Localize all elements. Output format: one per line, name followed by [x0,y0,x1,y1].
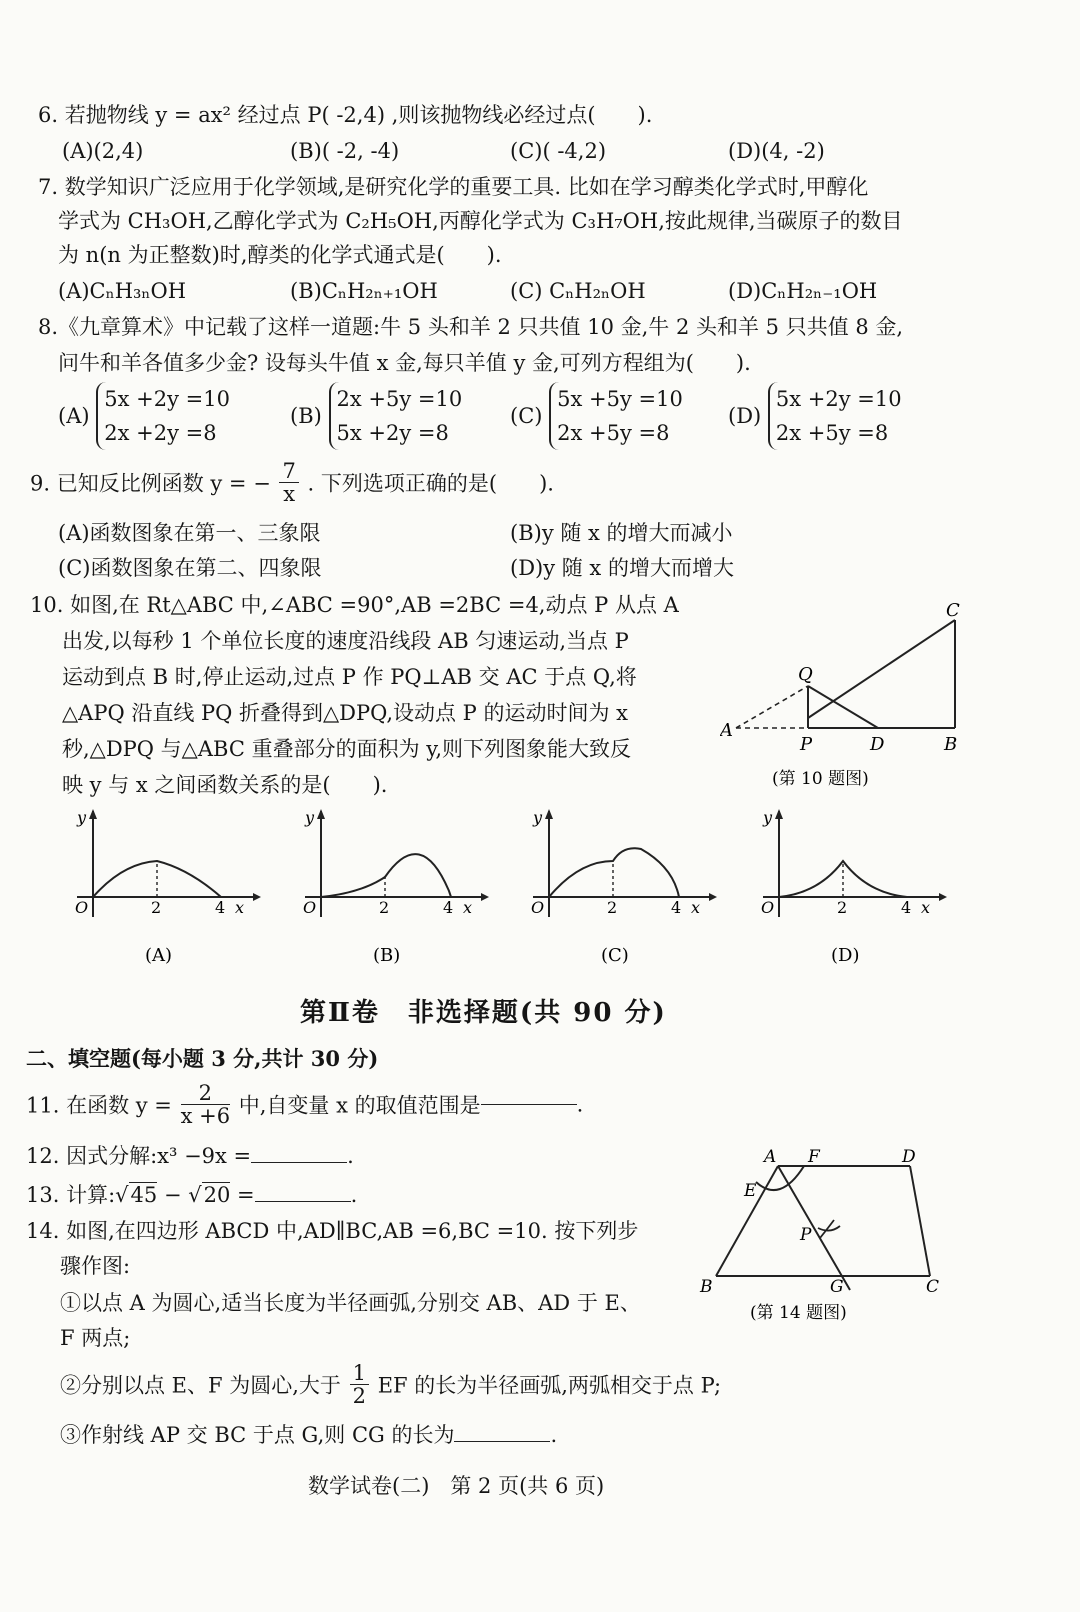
q7-option-d: (D)CₙH₂ₙ₋₁OH [728,279,878,303]
q14-step-1a: ①以点 A 为圆心,适当长度为半径画弧,分别交 AB、AD 于 E、 [60,1291,641,1315]
q8-option-c: (C) 5x +5y =10 2x +5y =8 [510,382,683,450]
svg-text:P: P [800,1225,812,1245]
graph-tick-2: 2 [151,898,162,917]
graph-y-arrow [317,809,325,819]
graph-x-arrow [709,893,717,901]
q8-d-eq1: 5x +2y =10 [775,387,902,411]
q14-step-3: ③作射线 AP 交 BC 于点 G,则 CG 的长为 . [60,1423,558,1447]
graph-option-label: (B) [373,945,401,966]
q6-option-c: (C)( -4,2) [510,139,607,163]
q8-option-a: (A) 5x +2y =10 2x +2y =8 [58,382,230,450]
q7-line-3: 为 n(n 为正整数)时,醇类的化学式通式是( ). [58,243,502,267]
q6-option-d: (D)(4, -2) [728,139,825,163]
q14-line-1: 14. 如图,在四边形 ABCD 中,AD∥BC,AB =6,BC =10. 按下列步 [26,1219,639,1243]
graph-origin-label: O [531,898,545,917]
graph-y-label: y [533,808,543,827]
svg-text:A: A [720,720,733,741]
graph-tick-4: 4 [215,898,226,917]
svg-text:D: D [870,734,885,755]
q10-line-4: △APQ 沿直线 PQ 折叠得到△DPQ,设动点 P 的运动时间为 x [62,701,628,725]
graph-option-label: (C) [601,945,629,966]
q10-line-3: 运动到点 B 时,停止运动,过点 P 作 PQ⊥AB 交 AC 于点 Q,将 [62,665,637,689]
svg-text:G: G [830,1277,844,1297]
q14-trapezoid-figure [690,1142,960,1332]
q7-line-1: 7. 数学知识广泛应用于化学领域,是研究化学的重要工具. 比如在学习醇类化学式时,甲醇化 [38,175,869,199]
graph-x-label: x [463,898,473,917]
graph-origin-label: O [303,898,317,917]
q7-option-a: (A)CₙH₃ₙOH [58,279,187,303]
graph-x-arrow [253,893,261,901]
graph-origin-label: O [761,898,775,917]
q11-answer-blank[interactable] [481,1104,577,1105]
q8-b-eq2: 5x +2y =8 [336,421,449,445]
q8-c-eq2: 2x +5y =8 [557,421,670,445]
svg-text:A: A [764,1147,777,1167]
q9-option-d: (D)y 随 x 的增大而增大 [510,556,734,580]
graph-x-arrow [481,893,489,901]
graph-y-arrow [89,809,97,819]
q6-option-b: (B)( -2, -4) [290,139,400,163]
q14-line-2: 骤作图: [60,1254,131,1278]
graph-x-label: x [691,898,701,917]
q7-option-c: (C) CₙH₂ₙOH [510,279,646,303]
graph-curve [549,848,679,897]
graph-tick-2: 2 [837,898,848,917]
q8-c-eq1: 5x +5y =10 [557,387,683,411]
q14-answer-blank[interactable] [454,1441,550,1442]
graph-y-arrow [775,809,783,819]
q13: 13. 计算:√45 − √20 = . [26,1183,358,1207]
graph-tick-4: 4 [671,898,682,917]
graph-tick-2: 2 [607,898,618,917]
q12: 12. 因式分解:x³ −9x = . [26,1144,354,1168]
svg-text:P: P [800,734,813,755]
svg-text:(第 14 题图): (第 14 题图) [750,1303,847,1323]
q7-line-2: 学式为 CH₃OH,乙醇化学式为 C₂H₅OH,丙醇化学式为 C₃H₇OH,按此规律,当碳原子的数目 [58,209,903,233]
q14-step-1b: F 两点; [60,1326,131,1350]
svg-text:B: B [700,1277,713,1297]
q6-stem: 6. 若抛物线 y = ax² 经过点 P( -2,4) ,则该抛物线必经过点( ). [38,103,653,127]
q12-answer-blank[interactable] [251,1162,347,1163]
graph-y-arrow [545,809,553,819]
svg-text:D: D [902,1147,916,1167]
q11: 11. 在函数 y = $\frac{2}{x +6}$ 中,自变量 x 的取值范围是 . [26,1081,584,1128]
q8-option-b: (B) 2x +5y =10 5x +2y =8 [290,382,462,450]
svg-text:C: C [946,600,960,621]
q10-line-1: 10. 如图,在 Rt△ABC 中,∠ABC =90°,AB =2BC =4,动点 P 从点 A [30,593,679,617]
q13-answer-blank[interactable] [255,1201,351,1202]
graph-tick-4: 4 [443,898,454,917]
svg-text:C: C [926,1277,940,1297]
q8-a-eq1: 5x +2y =10 [104,387,230,411]
svg-text:F: F [808,1147,820,1167]
graph-x-arrow [939,893,947,901]
q14-step-2: ②分别以点 E、F 为圆心,大于 $\frac{1}{2}$ EF 的长为半径画弧,两弧相交于点 P; [60,1361,722,1408]
svg-text:E: E [744,1181,757,1201]
q10-line-6: 映 y 与 x 之间函数关系的是( ). [62,773,388,797]
graph-tick-2: 2 [379,898,390,917]
graph-y-label: y [77,808,87,827]
q9-option-b: (B)y 随 x 的增大而减小 [510,521,733,545]
q10-graph-options [55,805,1015,975]
graph-option-label: (D) [831,945,860,966]
q10-line-5: 秒,△DPQ 与△ABC 重叠部分的面积为 y,则下列图象能大致反 [62,737,631,761]
q8-option-d: (D) 5x +2y =10 2x +5y =8 [728,382,902,450]
q8-d-eq2: 2x +5y =8 [775,421,889,445]
graph-y-label: y [763,808,773,827]
graph-y-label: y [305,808,315,827]
graph-tick-4: 4 [901,898,912,917]
svg-text:B: B [944,734,958,755]
graph-x-label: x [235,898,245,917]
q10-triangle-figure [720,598,980,798]
graph-option-label: (A) [145,945,173,966]
q8-line-1: 8.《九章算术》中记载了这样一道题:牛 5 头和羊 2 只共值 10 金,牛 2 头和羊 5 只共值 8 金, [38,315,904,339]
svg-text:(第 10 题图): (第 10 题图) [772,769,869,789]
page-footer: 数学试卷(二) 第 2 页(共 6 页) [308,1474,605,1498]
q9-option-c: (C)函数图象在第二、四象限 [58,556,322,580]
q7-option-b: (B)CₙH₂ₙ₊₁OH [290,279,438,303]
section-2-title: 第Ⅱ卷 非选择题(共 90 分) [300,998,667,1028]
graph-curve [321,854,451,897]
graph-origin-label: O [75,898,89,917]
q8-b-eq1: 2x +5y =10 [336,387,463,411]
svg-text:Q: Q [798,664,813,685]
q8-line-2: 问牛和羊各值多少金? 设每头牛值 x 金,每只羊值 y 金,可列方程组为( ). [58,351,751,375]
q10-line-2: 出发,以每秒 1 个单位长度的速度沿线段 AB 匀速运动,当点 P [62,629,629,653]
q9-option-a: (A)函数图象在第一、三象限 [58,521,321,545]
section-2-subtitle: 二、填空题(每小题 3 分,共计 30 分) [26,1046,379,1071]
q8-a-eq2: 2x +2y =8 [104,421,217,445]
q6-option-a: (A)(2,4) [62,139,144,163]
q9-stem: 9. 已知反比例函数 y = − $\frac{7}{x}$ . 下列选项正确的是( ). [30,459,554,506]
graph-x-label: x [921,898,931,917]
